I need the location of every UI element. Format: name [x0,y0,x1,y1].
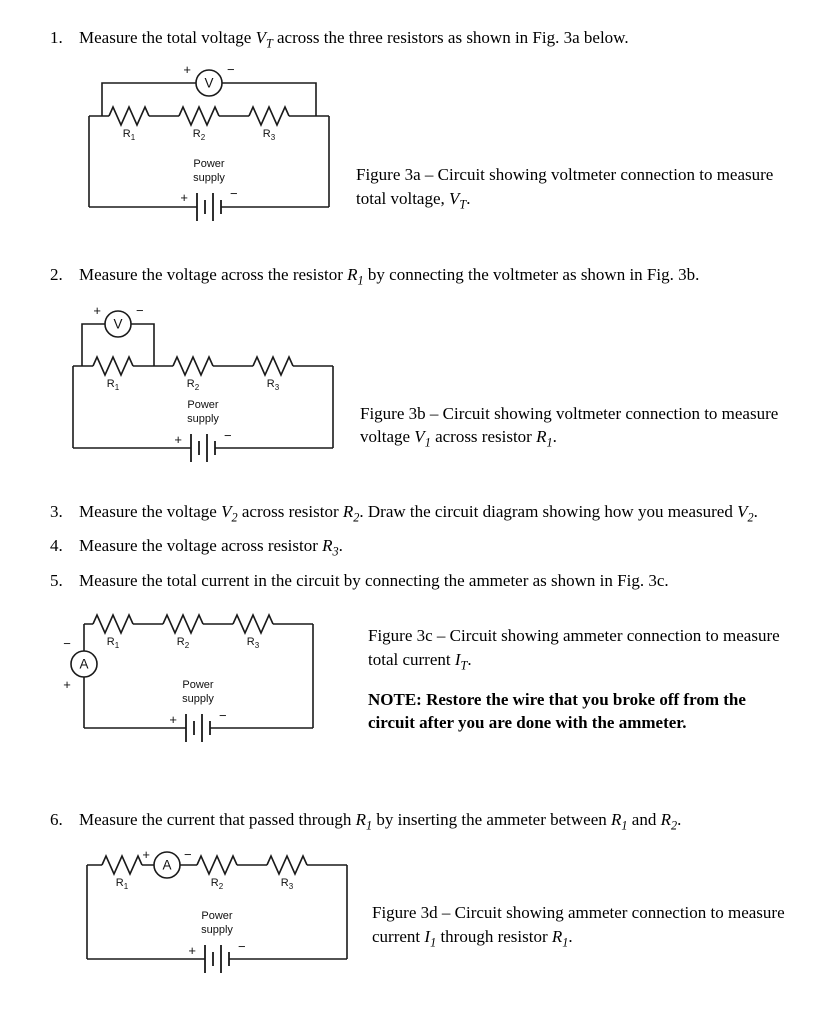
r2-label: $R_2$ [192,127,206,142]
voltmeter-letter: V [113,316,123,332]
battery-minus-sign: − [230,185,238,201]
figure-3a-caption-block [356,163,788,211]
item-6-text: Measure the current that passed through $R_1$ by inserting the ammeter between $R_1$ and $R_2$. [79,809,682,833]
resistor-r1 [93,357,133,375]
r3-label: $R_3$ [280,876,294,891]
battery-plus-sign: + [174,431,182,447]
item-4-text: Measure the voltage across resistor $R_3$. [79,536,343,559]
resistor-r3 [233,615,273,633]
battery-minus-sign: − [224,427,232,443]
figure-3d-caption-block [372,901,788,949]
list-item-2 [50,263,788,287]
figure-3c-caption-block [368,624,788,735]
circuit-wires [84,624,313,728]
figure-3b [58,298,788,470]
item-3-text: Measure the voltage $V_2$ across resistor $R_2$. Draw the circuit diagram showing how you measured $V_2$. [79,501,758,524]
figure-3a-caption: Figure 3a – Circuit showing voltmeter connection to measure total voltage, $V_T$. [356,164,774,211]
resistor-r1 [102,856,142,874]
item-1-text: Measure the total voltage $V_T$ across the three resistors as shown in Fig. 3a below. [79,28,629,51]
circuit-diagram-3a [74,61,344,229]
figure-3b-caption: Figure 3b – Circuit showing voltmeter connection to measure voltage $V_1$ across resistor $R_1$. [360,403,779,450]
power-supply-label-line1: Power [182,678,214,691]
circuit-diagram-3c [58,604,328,752]
power-supply-battery [197,193,221,221]
r3-label: $R_3$ [266,377,280,392]
item-3-number: 3. [50,501,63,521]
power-supply-battery [205,945,229,973]
circuit-diagram-3b [58,298,348,470]
circuit-wires [89,83,329,207]
figure-3d [72,843,788,985]
figure-3c [58,604,788,752]
figure-3a [74,61,788,229]
battery-plus-sign: + [169,711,177,727]
ammeter-plus-sign: + [63,676,71,692]
figure-3b-caption-block [360,402,788,450]
battery-plus-sign: + [180,189,188,205]
r3-label: $R_3$ [262,127,276,142]
item-5-text: Measure the total current in the circuit by connecting the ammeter as shown in Fig. 3c. [79,571,669,591]
r1-label: $R_1$ [115,876,129,891]
r2-label: $R_2$ [210,876,224,891]
battery-minus-sign: − [219,707,227,723]
r2-label: $R_2$ [176,635,190,650]
item-1-number: 1. [50,28,63,47]
item-2-text: Measure the voltage across the resistor $R_1$ by connecting the voltmeter as shown in Fig. 3b. [79,264,700,288]
r1-label: $R_1$ [106,635,120,650]
power-supply-label-line1: Power [193,157,225,170]
item-4-number: 4. [50,536,63,556]
list-item-4 [50,534,788,558]
item-5-number: 5. [50,571,63,591]
power-supply-label-line1: Power [201,909,233,922]
r1-label: $R_1$ [106,377,120,392]
figure-3c-caption: Figure 3c – Circuit showing ammeter connection to measure total current $I_T$. [368,625,780,673]
voltmeter-letter: V [204,75,214,91]
voltmeter-plus-sign: + [183,61,191,77]
resistor-r3 [249,107,289,125]
resistor-r1 [93,615,133,633]
list-item-6 [50,808,788,832]
power-supply-label-line2: supply [187,412,219,425]
resistor-r2 [197,856,237,874]
voltmeter-minus-sign: − [136,302,144,318]
ammeter-letter: A [162,857,172,873]
r3-label: $R_3$ [246,635,260,650]
figure-3d-caption: Figure 3d – Circuit showing ammeter connection to measure current $I_1$ through resistor $R_1$. [372,902,785,949]
item-2-number: 2. [50,264,63,284]
resistor-r1 [109,107,149,125]
r2-label: $R_2$ [186,377,200,392]
battery-minus-sign: − [238,938,246,954]
resistor-r3 [267,856,307,874]
item-6-number: 6. [50,809,63,829]
resistor-r2 [173,357,213,375]
ammeter-minus-sign: − [184,846,192,862]
battery-plus-sign: + [188,942,196,958]
power-supply-battery [186,714,210,742]
resistor-r2 [179,107,219,125]
r1-label: $R_1$ [122,127,136,142]
list-item-5 [50,569,788,593]
ammeter-minus-sign: − [63,635,71,651]
power-supply-label-line2: supply [182,692,214,705]
power-supply-battery [191,434,215,462]
voltmeter-minus-sign: − [227,61,235,77]
voltmeter-plus-sign: + [93,302,101,318]
figure-3c-note: NOTE: Restore the wire that you broke off from the circuit after you are done with the ammeter. [368,689,746,733]
circuit-diagram-3d [72,843,362,985]
list-item-3 [50,500,788,524]
power-supply-label-line1: Power [187,398,219,411]
power-supply-label-line2: supply [201,923,233,936]
ammeter-plus-sign: + [142,846,150,862]
ammeter-letter: A [79,656,89,672]
resistor-r3 [253,357,293,375]
resistor-r2 [163,615,203,633]
list-item-1 [50,26,788,50]
power-supply-label-line2: supply [193,171,225,184]
